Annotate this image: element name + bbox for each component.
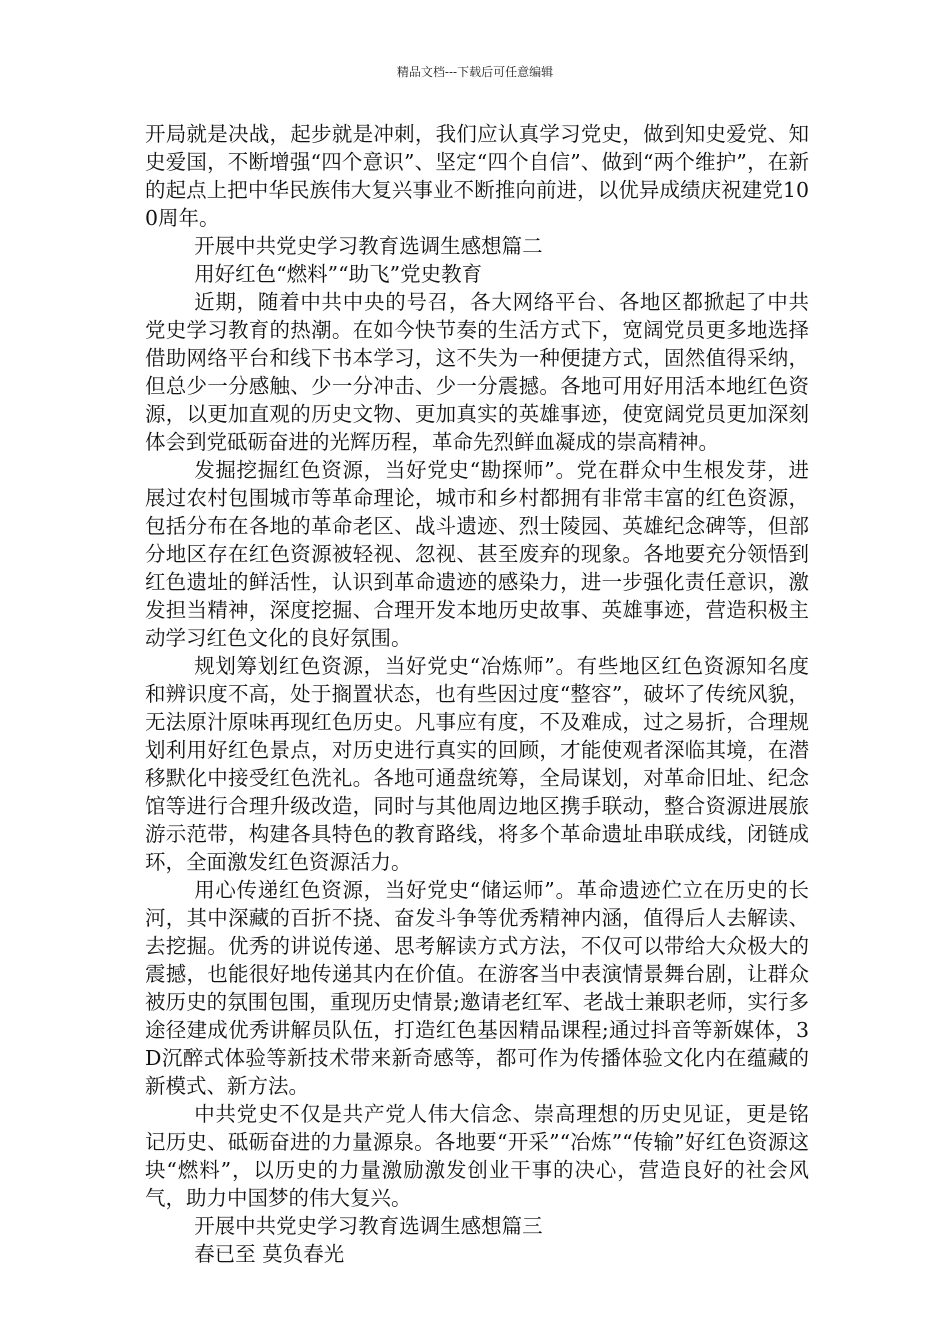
page-header: 精品文档---下载后可任意编辑 [396,65,554,79]
paragraph: 发掘挖掘红色资源，当好党史“勘探师”。党在群众中生根发芽，进展过农村包围城市等革命理论，城市和乡村都拥有非常丰富的红色资源，包括分布在各地的革命老区、战斗遗迹、烈士陵园、英雄纪念碑等，但部分地区存在红色资源被轻视、忽视、甚至废弃的现象。各地要充分领悟到红色遗址的鲜活性，认识到革命遗迹的感染力，进一步强化责任意识，激发担当精神，深度挖掘、合理开发本地历史故事、英雄事迹，营造积极主动学习红色文化的良好氛围。 [145,458,809,650]
paragraph: 规划筹划红色资源，当好党史“冶炼师”。有些地区红色资源知名度和辨识度不高，处于搁置状态，也有些因过度“整容”，破坏了传统风貌，无法原汁原味再现红色历史。凡事应有度，不及难成，过之易折，合理规划利用好红色景点，对历史进行真实的回顾，才能使观者深临其境，在潜移默化中接受红色洗礼。各地可通盘统筹，全局谋划，对革命旧址、纪念馆等进行合理升级改造，同时与其他周边地区携手联动，整合资源进展旅游示范带，构建各具特色的教育路线，将多个革命遗址串联成线，闭链成环，全面激发红色资源活力。 [145,654,809,874]
section-title-2: 开展中共党史学习教育选调生感想篇二 [194,234,543,258]
document-body [145,120,809,1268]
paragraph: 用心传递红色资源，当好党史“储运师”。革命遗迹伫立在历史的长河，其中深藏的百折不挠、奋发斗争等优秀精神内涵，值得后人去解读、去挖掘。优秀的讲说传递、思考解读方式方法，不仅可以带给大众极大的震撼，也能很好地传递其内在价值。在游客当中表演情景舞台剧，让群众被历史的氛围包围，重现历史情景;邀请老红军、老战士兼职老师，实行多途径建成优秀讲解员队伍，打造红色基因精品课程;通过抖音等新媒体，3D沉醉式体验等新技术带来新奇感等，都可作为传播体验文化内在蕴藏的新模式、新方法。 [145,878,809,1098]
article-subtitle-2: 用好红色“燃料”“助飞”党史教育 [194,262,483,286]
paragraph: 中共党史不仅是共产党人伟大信念、崇高理想的历史见证，更是铭记历史、砥砺奋进的力量源泉。各地要“开采”“冶炼”“传输”好红色资源这块“燃料”，以历史的力量激励激发创业干事的决心，营造良好的社会风气，助力中国梦的伟大复兴。 [145,1102,809,1210]
section-title-3: 开展中共党史学习教育选调生感想篇三 [194,1214,543,1238]
paragraph: 近期，随着中共中央的号召，各大网络平台、各地区都掀起了中共党史学习教育的热潮。在如今快节奏的生活方式下，宽阔党员更多地选择借助网络平台和线下书本学习，这不失为一种便捷方式，固然值得采纳，但总少一分感触、少一分冲击、少一分震撼。各地可用好用活本地红色资源，以更加直观的历史文物、更加真实的英雄事迹，使宽阔党员更加深刻体会到党砥砺奋进的光辉历程，革命先烈鲜血凝成的崇高精神。 [145,290,809,454]
paragraph-continued: 开局就是决战，起步就是冲刺，我们应认真学习党史，做到知史爱党、知史爱国，不断增强“四个意识”、坚定“四个自信”、做到“两个维护”，在新的起点上把中华民族伟大复兴事业不断推向前进，以优异成绩庆祝建党100周年。 [145,122,809,230]
article-subtitle-3: 春已至 莫负春光 [194,1242,345,1266]
